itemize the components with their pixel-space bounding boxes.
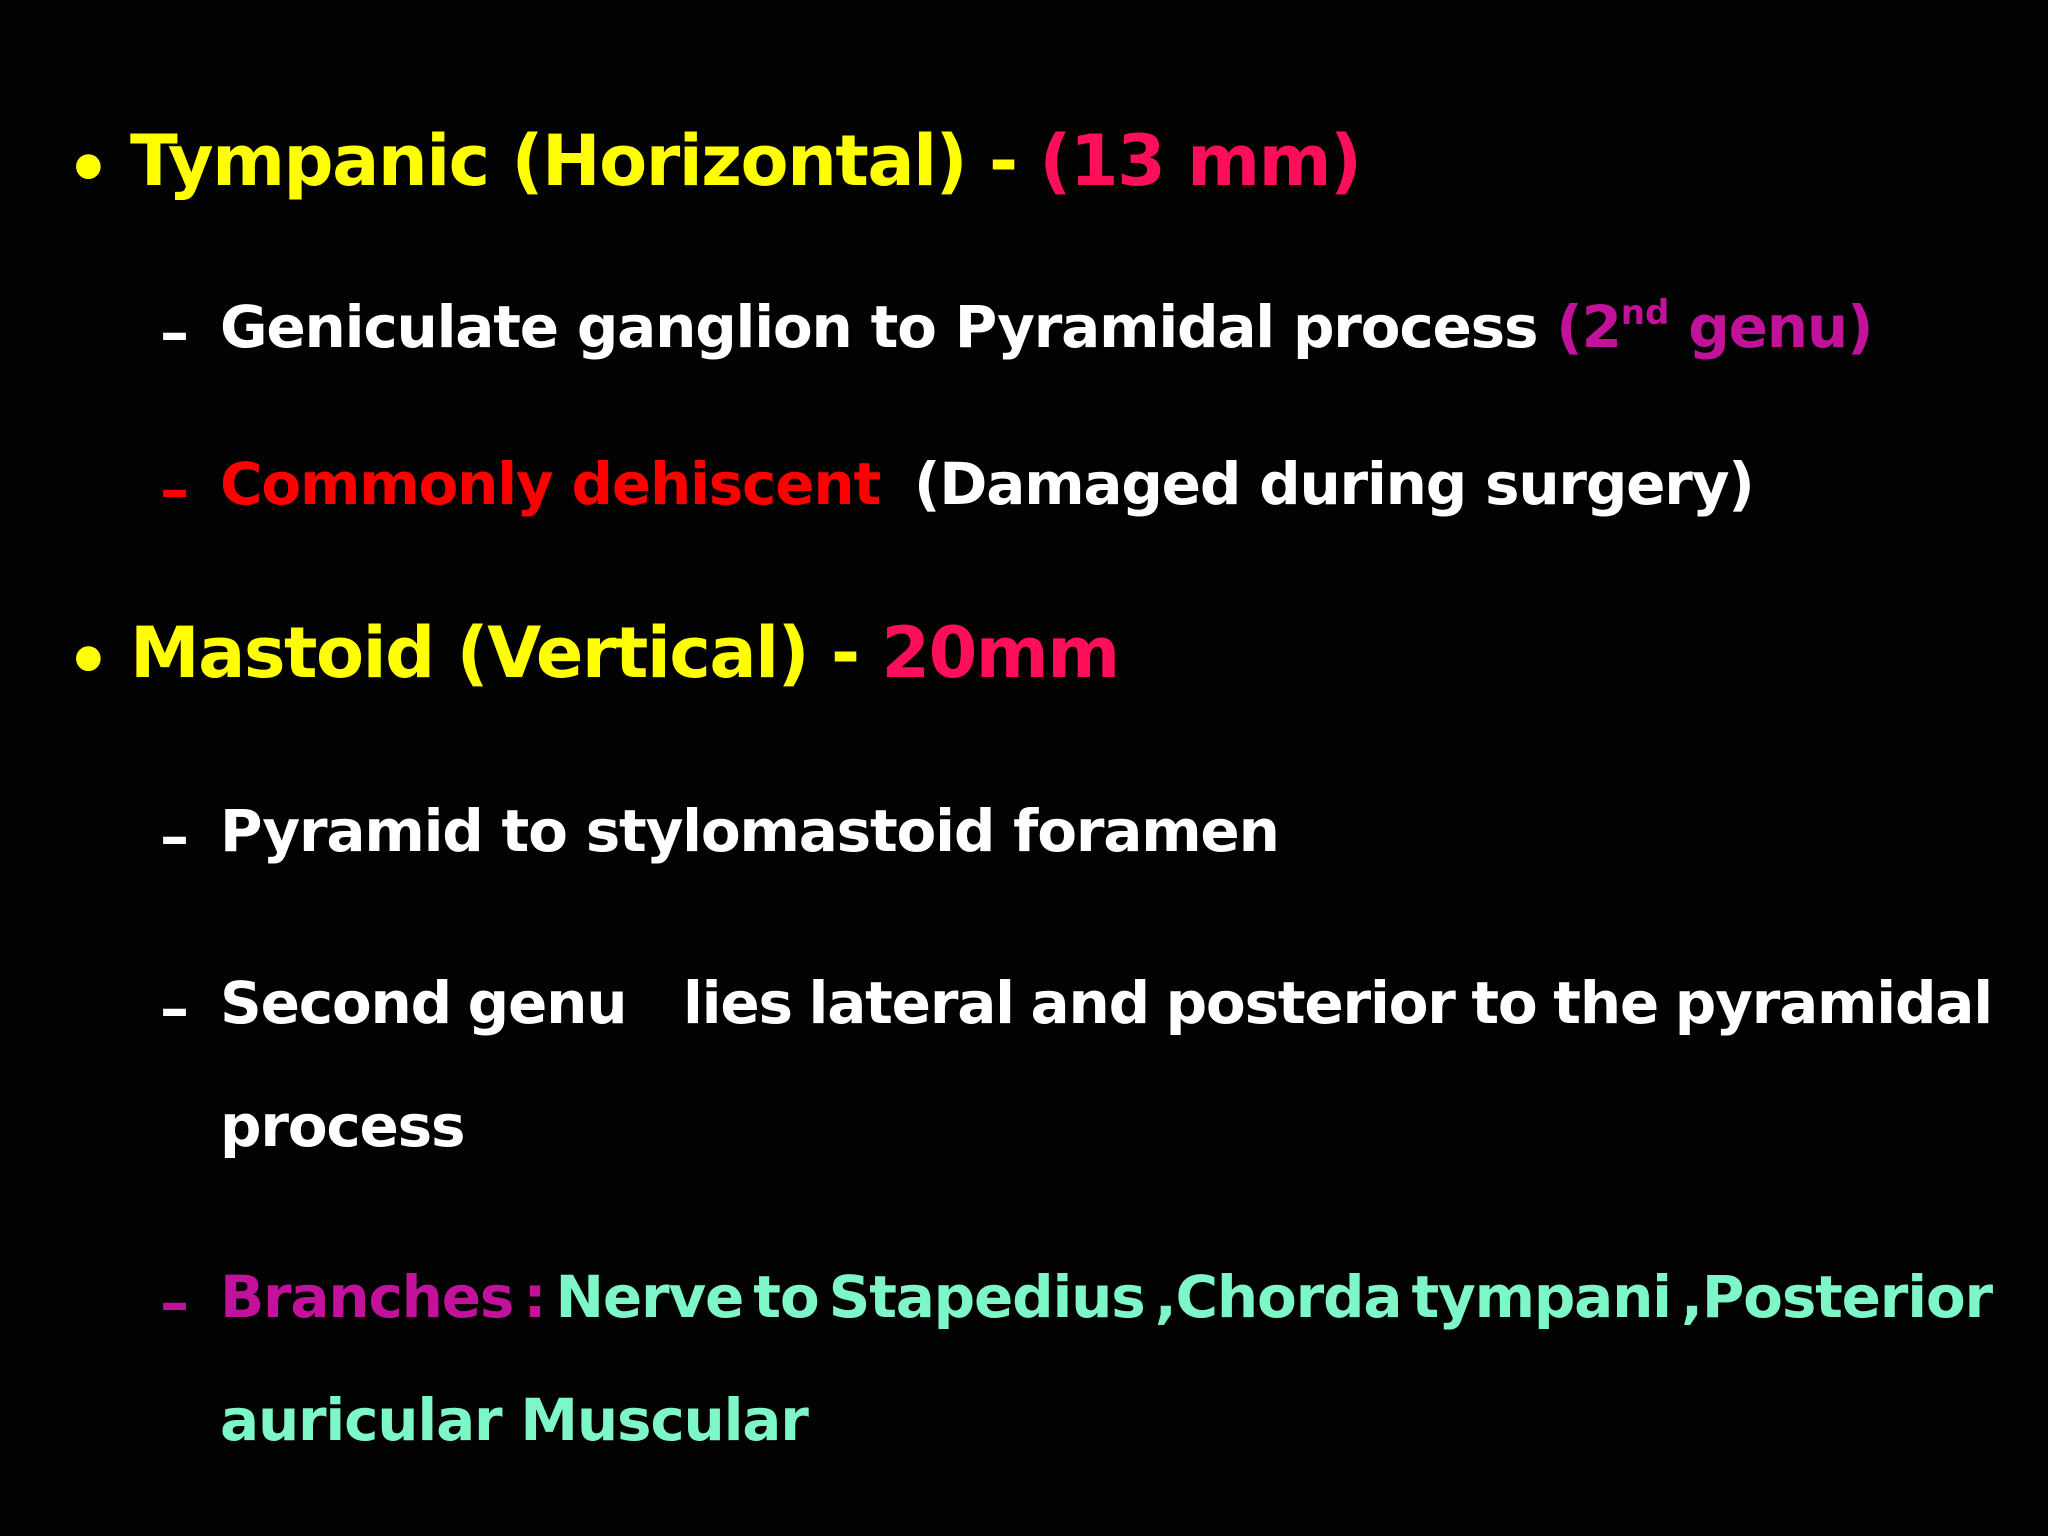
tympanic-genu-close: genu) <box>1669 293 1873 361</box>
tympanic-heading: Tympanic (Horizontal) - <box>130 120 1040 202</box>
word: ,Posterior <box>1681 1263 1992 1331</box>
dash-marker: – <box>160 1268 189 1336</box>
word: and <box>1030 969 1149 1037</box>
word: genu <box>467 969 627 1037</box>
tympanic-sub1-text: Geniculate ganglion to Pyramidal process <box>220 293 1557 361</box>
word: Nerve <box>555 1263 744 1331</box>
word: Stapedius <box>828 1263 1145 1331</box>
dash-marker: – <box>160 974 189 1042</box>
branches-colon: : <box>523 1263 546 1331</box>
tympanic-heading-line <box>130 120 1361 202</box>
dash-marker: – <box>160 298 189 366</box>
tympanic-sub2-line <box>220 450 1754 518</box>
word: posterior <box>1165 969 1455 1037</box>
word: lateral <box>808 969 1014 1037</box>
word: ,Chorda <box>1154 1263 1402 1331</box>
mastoid-sub1: Pyramid to stylomastoid foramen <box>220 797 1279 865</box>
tympanic-damage-note: (Damaged during surgery) <box>914 450 1754 518</box>
mastoid-sub2-continuation: process <box>220 1092 465 1160</box>
bullet-marker: • <box>66 128 111 210</box>
bullet-marker: • <box>66 620 111 702</box>
mastoid-sub2-line <box>220 969 1992 1037</box>
word: to <box>753 1263 819 1331</box>
tympanic-genu-open: (2 <box>1556 293 1621 361</box>
mastoid-branches-line <box>220 1263 1992 1331</box>
mastoid-branches-continuation: auricular Muscular <box>220 1386 808 1454</box>
word: Second <box>220 969 451 1037</box>
tympanic-dehiscent: Commonly dehiscent <box>220 450 880 518</box>
word: to <box>1471 969 1537 1037</box>
word: lies <box>683 969 792 1037</box>
branches-label: Branches <box>220 1263 514 1331</box>
word: pyramidal <box>1674 969 1992 1037</box>
dash-marker: – <box>160 802 189 870</box>
tympanic-genu-sup: nd <box>1620 293 1670 333</box>
mastoid-length: 20mm <box>881 612 1119 694</box>
dash-marker: – <box>160 455 189 523</box>
word: tympani <box>1411 1263 1671 1331</box>
mastoid-heading-line <box>130 612 1119 694</box>
word: the <box>1553 969 1659 1037</box>
mastoid-heading: Mastoid (Vertical) - <box>130 612 882 694</box>
tympanic-sub1-line <box>220 293 1873 361</box>
tympanic-length: (13 mm) <box>1039 120 1361 202</box>
